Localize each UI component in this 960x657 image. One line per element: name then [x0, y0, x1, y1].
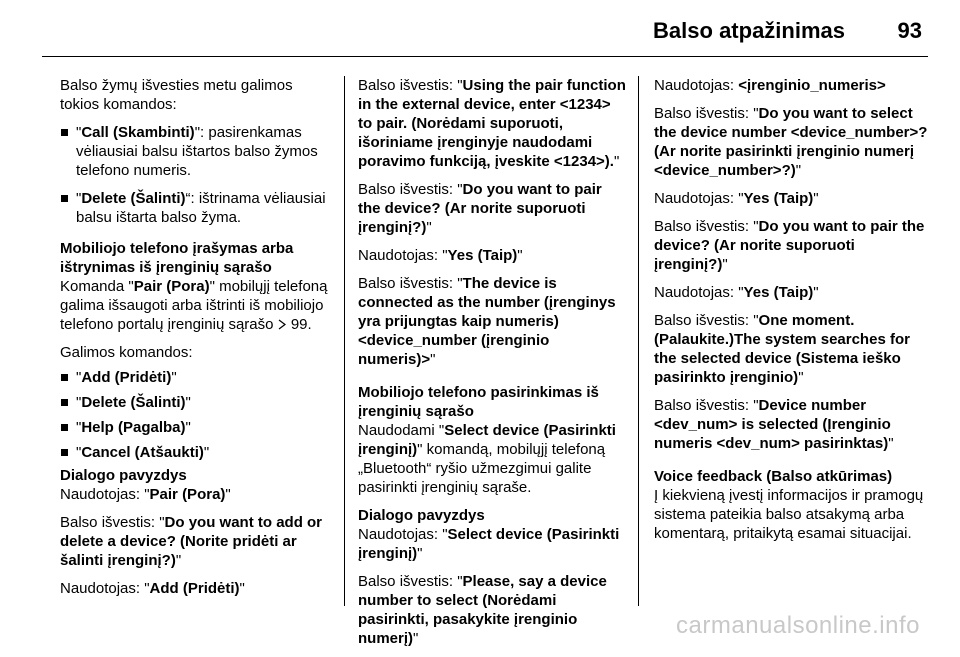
dialog-line: Balso išvestis: "Do you want to add or delete a device? (Norite pridėti ar šalinti įrenginį?)": [60, 514, 323, 569]
voice-feedback-text: Į kiekvieną įvestį informacijos ir pramogų sistema pateikia balso atsakymą arba komentarą, pritaikytą esamai situacijai.: [654, 487, 924, 542]
command-name: Call (Skambinti): [81, 124, 195, 141]
dialog-line: Balso išvestis: "One moment. (Palaukite.)The system searches for the selected device (Sistema ieško pasirinkto įrenginio)": [654, 312, 910, 386]
dialog-line: Naudotojas: "Yes (Taip)": [358, 247, 523, 264]
square-bullet-icon: [61, 129, 68, 136]
column-divider-1: [344, 76, 345, 606]
dialog-line: Balso išvestis: "The device is connected as the number (įrenginys yra prijungtas kaip numeris) <device_number (įrenginio numeris)>": [358, 275, 616, 368]
dialog-line: Naudotojas: "Yes (Taip)": [654, 284, 819, 301]
page-number: 93: [897, 18, 922, 43]
possible-commands-label: Galimos komandos:: [60, 344, 193, 361]
dialog-line: Naudotojas: <įrenginio_numeris>: [654, 77, 886, 94]
select-description: Naudodami "Select device (Pasirinkti įrenginį)" komandą, mobilųjį telefoną „Bluetooth“ ryšio užmezgimui galite pasirinkti įrenginių sąraše.: [358, 422, 616, 496]
dialog-line: Naudotojas: "Select device (Pasirinkti įrenginį)": [358, 526, 620, 562]
command-item: "Cancel (Atšaukti)": [60, 443, 334, 462]
dialog-line: Balso išvestis: "Do you want to pair the device? (Ar norite suporuoti įrenginį?)": [358, 181, 602, 236]
command-item: "Add (Pridėti)": [60, 368, 334, 387]
dialog-line: Naudotojas: "Pair (Pora)": [60, 486, 231, 503]
dialog-line: Balso išvestis: "Using the pair function in the external device, enter <1234> to pair. (Norėdami suporuoti, išoriniame įrenginyje naudodami poravimo funkciją, įveskite <1234>).": [358, 77, 626, 170]
square-bullet-icon: [61, 424, 68, 431]
column-divider-2: [638, 76, 639, 606]
bullet-item-delete: "Delete (Šalinti)“: ištrinama vėliausiai balsu ištarta balso žyma.: [60, 189, 334, 227]
dialog-line: Balso išvestis: "Do you want to select the device number <device_number>? (Ar norite pasirinkti įrenginio numerį <device_number>?)": [654, 105, 928, 179]
pairing-description: Komanda "Pair (Pora)" mobilųjį telefoną galima išsaugoti arba ištrinti iš mobiliojo telefono portalų įrenginių sąrašo 99.: [60, 278, 328, 333]
section-heading-voice-feedback: Voice feedback (Balso atkūrimas): [654, 468, 893, 485]
column-3: [654, 76, 928, 552]
square-bullet-icon: [61, 399, 68, 406]
dialog-line: Balso išvestis: "Please, say a device number to select (Norėdami pasirinkti, pasakykite įrenginio numerį)": [358, 573, 607, 647]
arrow-reference-icon: [278, 319, 287, 330]
square-bullet-icon: [61, 449, 68, 456]
bullet-item-call: "Call (Skambinti)": pasirenkamas vėliausiai balsu ištartos balso žymos telefono numeris.: [60, 123, 334, 180]
section-heading-select: Mobiliojo telefono pasirinkimas iš įrenginių sąrašo: [358, 384, 599, 420]
square-bullet-icon: [61, 374, 68, 381]
dialog-line: Naudotojas: "Yes (Taip)": [654, 190, 819, 207]
header-divider: [42, 56, 928, 57]
command-item: "Help (Pagalba)": [60, 418, 334, 437]
dialog-heading: Dialogo pavyzdys: [60, 467, 187, 484]
square-bullet-icon: [61, 195, 68, 202]
dialog-heading: Dialogo pavyzdys: [358, 507, 485, 524]
dialog-line: Balso išvestis: "Do you want to pair the device? (Ar norite suporuoti įrenginį?)": [654, 218, 925, 273]
command-item: "Delete (Šalinti)": [60, 393, 334, 412]
page-header-title: Balso atpažinimas: [653, 18, 845, 43]
watermark-text: carmanualsonline.info: [676, 612, 920, 639]
dialog-line: Naudotojas: "Add (Pridėti)": [60, 580, 245, 597]
column-1: [60, 76, 334, 607]
command-name: Delete (Šalinti): [81, 190, 186, 207]
column-2: [358, 76, 626, 657]
section-heading-pairing: Mobiliojo telefono įrašymas arba ištrynimas iš įrenginių sąrašo: [60, 240, 294, 276]
dialog-line: Balso išvestis: "Device number <dev_num> is selected (Įrenginio numeris <dev_num> pasirinktas)": [654, 397, 894, 452]
intro-text: Balso žymų išvesties metu galimos tokios komandos:: [60, 77, 293, 113]
